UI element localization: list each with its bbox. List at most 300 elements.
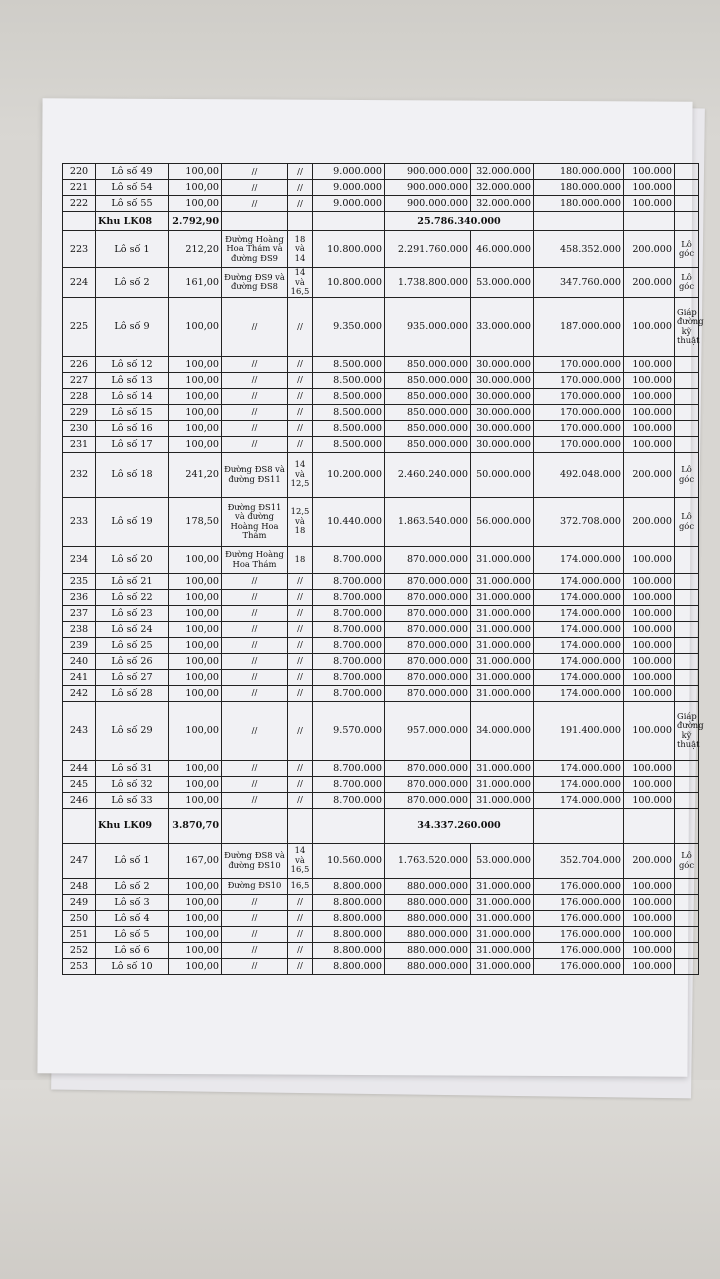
road-width-cell: //: [288, 701, 313, 760]
fee-cell: 100.000: [624, 792, 675, 808]
total-price-cell: 880.000.000: [385, 878, 471, 894]
step-price-cell: 30.000.000: [471, 420, 534, 436]
stt-cell: 221: [63, 180, 96, 196]
unit-price-cell: 9.000.000: [313, 196, 385, 212]
area-cell: 100,00: [169, 926, 222, 942]
lot-name-cell: Lô số 21: [96, 573, 169, 589]
fee-cell: 100.000: [624, 894, 675, 910]
deposit-cell: [534, 212, 624, 231]
fee-cell: 100.000: [624, 878, 675, 894]
road-cell: [222, 212, 288, 231]
road-cell: //: [222, 701, 288, 760]
unit-price-cell: 8.800.000: [313, 910, 385, 926]
note-cell: Lô góc: [675, 268, 699, 298]
unit-price-cell: 8.500.000: [313, 420, 385, 436]
unit-price-cell: 9.000.000: [313, 164, 385, 180]
lot-name-cell: Lô số 49: [96, 164, 169, 180]
road-cell: Đường ĐS8 và đường ĐS10: [222, 843, 288, 878]
fee-cell: 100.000: [624, 589, 675, 605]
note-cell: [675, 164, 699, 180]
fee-cell: 100.000: [624, 372, 675, 388]
road-width-cell: //: [288, 894, 313, 910]
area-cell: 100,00: [169, 637, 222, 653]
table-row: [63, 231, 699, 268]
fee-cell: [624, 212, 675, 231]
road-cell: //: [222, 573, 288, 589]
zone-name-cell: Khu LK08: [96, 212, 169, 231]
area-cell: 100,00: [169, 605, 222, 621]
road-width-cell: //: [288, 180, 313, 196]
note-cell: [675, 212, 699, 231]
lot-name-cell: Lô số 19: [96, 497, 169, 546]
step-price-cell: 31.000.000: [471, 910, 534, 926]
deposit-cell: 458.352.000: [534, 231, 624, 268]
stt-cell: 247: [63, 843, 96, 878]
total-price-cell: 870.000.000: [385, 589, 471, 605]
road-cell: //: [222, 436, 288, 452]
stt-cell: [63, 212, 96, 231]
deposit-cell: 347.760.000: [534, 268, 624, 298]
road-width-cell: //: [288, 420, 313, 436]
road-width-cell: //: [288, 356, 313, 372]
stt-cell: 249: [63, 894, 96, 910]
unit-price-cell: 8.700.000: [313, 573, 385, 589]
stt-cell: 248: [63, 878, 96, 894]
deposit-cell: 174.000.000: [534, 546, 624, 573]
deposit-cell: 170.000.000: [534, 436, 624, 452]
unit-price-cell: 8.800.000: [313, 926, 385, 942]
note-cell: Lô góc: [675, 452, 699, 497]
road-cell: //: [222, 388, 288, 404]
lot-name-cell: Lô số 2: [96, 878, 169, 894]
road-width-cell: //: [288, 637, 313, 653]
deposit-cell: 174.000.000: [534, 637, 624, 653]
stt-cell: 236: [63, 589, 96, 605]
deposit-cell: 372.708.000: [534, 497, 624, 546]
fee-cell: 100.000: [624, 180, 675, 196]
deposit-cell: 174.000.000: [534, 653, 624, 669]
deposit-cell: 170.000.000: [534, 372, 624, 388]
deposit-cell: 176.000.000: [534, 910, 624, 926]
note-cell: [675, 910, 699, 926]
step-price-cell: 32.000.000: [471, 180, 534, 196]
stt-cell: 238: [63, 621, 96, 637]
total-price-cell: 900.000.000: [385, 164, 471, 180]
area-cell: 100,00: [169, 958, 222, 974]
zone-summary-row: [63, 808, 699, 843]
road-cell: //: [222, 942, 288, 958]
deposit-cell: 352.704.000: [534, 843, 624, 878]
total-price-cell: 900.000.000: [385, 180, 471, 196]
zone-summary-row: [63, 212, 699, 231]
lot-name-cell: Lô số 13: [96, 372, 169, 388]
total-price-cell: 900.000.000: [385, 196, 471, 212]
unit-price-cell: 8.700.000: [313, 605, 385, 621]
lot-name-cell: Lô số 10: [96, 958, 169, 974]
step-price-cell: 31.000.000: [471, 546, 534, 573]
step-price-cell: 32.000.000: [471, 196, 534, 212]
table-row: [63, 605, 699, 621]
road-width-cell: //: [288, 164, 313, 180]
road-cell: Đường ĐS8 và đường ĐS11: [222, 452, 288, 497]
step-price-cell: 31.000.000: [471, 605, 534, 621]
lot-name-cell: Lô số 33: [96, 792, 169, 808]
area-cell: 100,00: [169, 372, 222, 388]
table-row: [63, 942, 699, 958]
table-row: [63, 701, 699, 760]
note-cell: [675, 436, 699, 452]
step-price-cell: 33.000.000: [471, 297, 534, 356]
note-cell: [675, 196, 699, 212]
table-row: [63, 497, 699, 546]
stt-cell: 241: [63, 669, 96, 685]
deposit-cell: 187.000.000: [534, 297, 624, 356]
area-cell: 100,00: [169, 297, 222, 356]
note-cell: [675, 926, 699, 942]
step-price-cell: 46.000.000: [471, 231, 534, 268]
road-width-cell: //: [288, 776, 313, 792]
step-price-cell: 30.000.000: [471, 388, 534, 404]
unit-price-cell: [313, 808, 385, 843]
area-cell: 100,00: [169, 878, 222, 894]
note-cell: [675, 356, 699, 372]
road-cell: Đường ĐS10: [222, 878, 288, 894]
stt-cell: [63, 808, 96, 843]
road-width-cell: //: [288, 605, 313, 621]
area-cell: 161,00: [169, 268, 222, 298]
stt-cell: 222: [63, 196, 96, 212]
road-width-cell: //: [288, 669, 313, 685]
stt-cell: 232: [63, 452, 96, 497]
note-cell: Lô góc: [675, 497, 699, 546]
note-cell: Giáp đường kỹ thuật: [675, 297, 699, 356]
area-cell: 212,20: [169, 231, 222, 268]
note-cell: [675, 589, 699, 605]
area-cell: 100,00: [169, 942, 222, 958]
deposit-cell: 180.000.000: [534, 164, 624, 180]
unit-price-cell: 8.700.000: [313, 792, 385, 808]
unit-price-cell: 8.700.000: [313, 776, 385, 792]
area-cell: 100,00: [169, 669, 222, 685]
stt-cell: 245: [63, 776, 96, 792]
total-price-cell: 850.000.000: [385, 372, 471, 388]
total-price-cell: 1.738.800.000: [385, 268, 471, 298]
lot-name-cell: Lô số 6: [96, 942, 169, 958]
fee-cell: 200.000: [624, 231, 675, 268]
area-cell: 100,00: [169, 776, 222, 792]
total-price-cell: 935.000.000: [385, 297, 471, 356]
zone-total-cell: 34.337.260.000: [385, 808, 534, 843]
total-price-cell: 850.000.000: [385, 436, 471, 452]
step-price-cell: 31.000.000: [471, 573, 534, 589]
road-width-cell: [288, 808, 313, 843]
deposit-cell: 174.000.000: [534, 573, 624, 589]
area-cell: 100,00: [169, 436, 222, 452]
road-cell: //: [222, 760, 288, 776]
stt-cell: 252: [63, 942, 96, 958]
fee-cell: 100.000: [624, 701, 675, 760]
road-cell: Đường ĐS11 và đường Hoàng Hoa Thám: [222, 497, 288, 546]
area-cell: 100,00: [169, 894, 222, 910]
deposit-cell: 170.000.000: [534, 356, 624, 372]
area-cell: 100,00: [169, 420, 222, 436]
area-cell: 100,00: [169, 196, 222, 212]
deposit-cell: 170.000.000: [534, 404, 624, 420]
road-cell: //: [222, 404, 288, 420]
deposit-cell: 176.000.000: [534, 894, 624, 910]
step-price-cell: 53.000.000: [471, 268, 534, 298]
road-width-cell: //: [288, 589, 313, 605]
desk-background-bottom: [0, 1080, 720, 1279]
fee-cell: 100.000: [624, 621, 675, 637]
unit-price-cell: 8.500.000: [313, 356, 385, 372]
total-price-cell: 870.000.000: [385, 792, 471, 808]
road-width-cell: 12,5 và 18: [288, 497, 313, 546]
note-cell: [675, 404, 699, 420]
unit-price-cell: [313, 212, 385, 231]
area-cell: 100,00: [169, 404, 222, 420]
note-cell: [675, 420, 699, 436]
unit-price-cell: 10.560.000: [313, 843, 385, 878]
lot-name-cell: Lô số 32: [96, 776, 169, 792]
note-cell: [675, 760, 699, 776]
road-cell: //: [222, 180, 288, 196]
note-cell: [675, 878, 699, 894]
fee-cell: 100.000: [624, 942, 675, 958]
road-cell: //: [222, 372, 288, 388]
step-price-cell: 31.000.000: [471, 637, 534, 653]
step-price-cell: 31.000.000: [471, 685, 534, 701]
deposit-cell: 174.000.000: [534, 589, 624, 605]
step-price-cell: 53.000.000: [471, 843, 534, 878]
road-cell: Đường Hoàng Hoa Thám: [222, 546, 288, 573]
unit-price-cell: 8.700.000: [313, 760, 385, 776]
road-width-cell: //: [288, 910, 313, 926]
fee-cell: 100.000: [624, 776, 675, 792]
road-cell: //: [222, 637, 288, 653]
table-row: [63, 926, 699, 942]
unit-price-cell: 8.500.000: [313, 436, 385, 452]
total-price-cell: 1.863.540.000: [385, 497, 471, 546]
table-row: [63, 573, 699, 589]
step-price-cell: 31.000.000: [471, 621, 534, 637]
table-row: [63, 653, 699, 669]
note-cell: [675, 958, 699, 974]
note-cell: [675, 546, 699, 573]
area-cell: 100,00: [169, 388, 222, 404]
table-row: [63, 589, 699, 605]
lot-name-cell: Lô số 16: [96, 420, 169, 436]
area-cell: 100,00: [169, 760, 222, 776]
total-price-cell: 870.000.000: [385, 605, 471, 621]
note-cell: [675, 388, 699, 404]
road-width-cell: //: [288, 653, 313, 669]
road-cell: //: [222, 164, 288, 180]
stt-cell: 250: [63, 910, 96, 926]
note-cell: [675, 653, 699, 669]
zone-area-cell: 2.792,90: [169, 212, 222, 231]
road-cell: [222, 808, 288, 843]
lot-name-cell: Lô số 24: [96, 621, 169, 637]
total-price-cell: 880.000.000: [385, 910, 471, 926]
total-price-cell: 880.000.000: [385, 958, 471, 974]
area-cell: 241,20: [169, 452, 222, 497]
stt-cell: 227: [63, 372, 96, 388]
road-width-cell: //: [288, 388, 313, 404]
stt-cell: 237: [63, 605, 96, 621]
area-cell: 100,00: [169, 910, 222, 926]
table-row: [63, 878, 699, 894]
lot-name-cell: Lô số 22: [96, 589, 169, 605]
unit-price-cell: 8.800.000: [313, 942, 385, 958]
note-cell: [675, 372, 699, 388]
lot-name-cell: Lô số 29: [96, 701, 169, 760]
deposit-cell: 174.000.000: [534, 760, 624, 776]
road-cell: //: [222, 910, 288, 926]
area-cell: 100,00: [169, 573, 222, 589]
area-cell: 100,00: [169, 685, 222, 701]
fee-cell: 200.000: [624, 268, 675, 298]
road-width-cell: 16,5: [288, 878, 313, 894]
unit-price-cell: 8.800.000: [313, 958, 385, 974]
unit-price-cell: 9.570.000: [313, 701, 385, 760]
road-width-cell: 14 và 16,5: [288, 843, 313, 878]
area-cell: 100,00: [169, 180, 222, 196]
road-cell: //: [222, 792, 288, 808]
stt-cell: 251: [63, 926, 96, 942]
note-cell: [675, 573, 699, 589]
note-cell: [675, 942, 699, 958]
table-row: [63, 894, 699, 910]
fee-cell: 100.000: [624, 685, 675, 701]
deposit-cell: 176.000.000: [534, 926, 624, 942]
step-price-cell: 50.000.000: [471, 452, 534, 497]
step-price-cell: 32.000.000: [471, 164, 534, 180]
unit-price-cell: 8.500.000: [313, 404, 385, 420]
unit-price-cell: 8.500.000: [313, 388, 385, 404]
stt-cell: 224: [63, 268, 96, 298]
step-price-cell: 30.000.000: [471, 436, 534, 452]
total-price-cell: 880.000.000: [385, 894, 471, 910]
lot-name-cell: Lô số 2: [96, 268, 169, 298]
stt-cell: 239: [63, 637, 96, 653]
table-row: [63, 958, 699, 974]
table-row: [63, 180, 699, 196]
zone-total-cell: 25.786.340.000: [385, 212, 534, 231]
table-row: [63, 372, 699, 388]
deposit-cell: 176.000.000: [534, 958, 624, 974]
lot-name-cell: Lô số 1: [96, 231, 169, 268]
note-cell: [675, 792, 699, 808]
lot-name-cell: Lô số 55: [96, 196, 169, 212]
lot-name-cell: Lô số 31: [96, 760, 169, 776]
area-cell: 178,50: [169, 497, 222, 546]
area-cell: 100,00: [169, 164, 222, 180]
road-cell: //: [222, 685, 288, 701]
stt-cell: 233: [63, 497, 96, 546]
total-price-cell: 850.000.000: [385, 420, 471, 436]
road-width-cell: //: [288, 942, 313, 958]
road-cell: //: [222, 589, 288, 605]
fee-cell: 100.000: [624, 910, 675, 926]
road-width-cell: //: [288, 573, 313, 589]
deposit-cell: 174.000.000: [534, 621, 624, 637]
table-row: [63, 404, 699, 420]
fee-cell: 100.000: [624, 297, 675, 356]
stt-cell: 225: [63, 297, 96, 356]
table-row: [63, 388, 699, 404]
lot-name-cell: Lô số 23: [96, 605, 169, 621]
stt-cell: 246: [63, 792, 96, 808]
total-price-cell: 2.460.240.000: [385, 452, 471, 497]
stt-cell: 244: [63, 760, 96, 776]
fee-cell: [624, 808, 675, 843]
fee-cell: 100.000: [624, 164, 675, 180]
total-price-cell: 957.000.000: [385, 701, 471, 760]
unit-price-cell: 8.700.000: [313, 653, 385, 669]
total-price-cell: 870.000.000: [385, 573, 471, 589]
total-price-cell: 870.000.000: [385, 621, 471, 637]
fee-cell: 100.000: [624, 653, 675, 669]
lot-name-cell: Lô số 5: [96, 926, 169, 942]
table-row: [63, 669, 699, 685]
step-price-cell: 30.000.000: [471, 356, 534, 372]
table-row: [63, 621, 699, 637]
step-price-cell: 31.000.000: [471, 894, 534, 910]
fee-cell: 100.000: [624, 436, 675, 452]
fee-cell: 100.000: [624, 669, 675, 685]
deposit-cell: 180.000.000: [534, 180, 624, 196]
road-width-cell: //: [288, 621, 313, 637]
lot-name-cell: Lô số 12: [96, 356, 169, 372]
step-price-cell: 31.000.000: [471, 878, 534, 894]
lot-name-cell: Lô số 20: [96, 546, 169, 573]
total-price-cell: 870.000.000: [385, 669, 471, 685]
total-price-cell: 850.000.000: [385, 356, 471, 372]
road-cell: //: [222, 621, 288, 637]
lot-name-cell: Lô số 18: [96, 452, 169, 497]
total-price-cell: 870.000.000: [385, 760, 471, 776]
stt-cell: 231: [63, 436, 96, 452]
road-cell: //: [222, 894, 288, 910]
unit-price-cell: 10.800.000: [313, 268, 385, 298]
road-width-cell: //: [288, 297, 313, 356]
lot-name-cell: Lô số 54: [96, 180, 169, 196]
deposit-cell: 170.000.000: [534, 388, 624, 404]
note-cell: [675, 637, 699, 653]
table-row: [63, 760, 699, 776]
fee-cell: 100.000: [624, 388, 675, 404]
table-row: [63, 452, 699, 497]
fee-cell: 200.000: [624, 843, 675, 878]
road-width-cell: //: [288, 760, 313, 776]
step-price-cell: 56.000.000: [471, 497, 534, 546]
fee-cell: 100.000: [624, 404, 675, 420]
table-row: [63, 546, 699, 573]
fee-cell: 100.000: [624, 926, 675, 942]
step-price-cell: 31.000.000: [471, 926, 534, 942]
road-width-cell: //: [288, 685, 313, 701]
table-row: [63, 297, 699, 356]
total-price-cell: 2.291.760.000: [385, 231, 471, 268]
land-lot-table-wrapper: [62, 163, 704, 975]
note-cell: [675, 776, 699, 792]
area-cell: 100,00: [169, 356, 222, 372]
step-price-cell: 31.000.000: [471, 776, 534, 792]
unit-price-cell: 8.700.000: [313, 589, 385, 605]
step-price-cell: 31.000.000: [471, 942, 534, 958]
road-width-cell: 18: [288, 546, 313, 573]
